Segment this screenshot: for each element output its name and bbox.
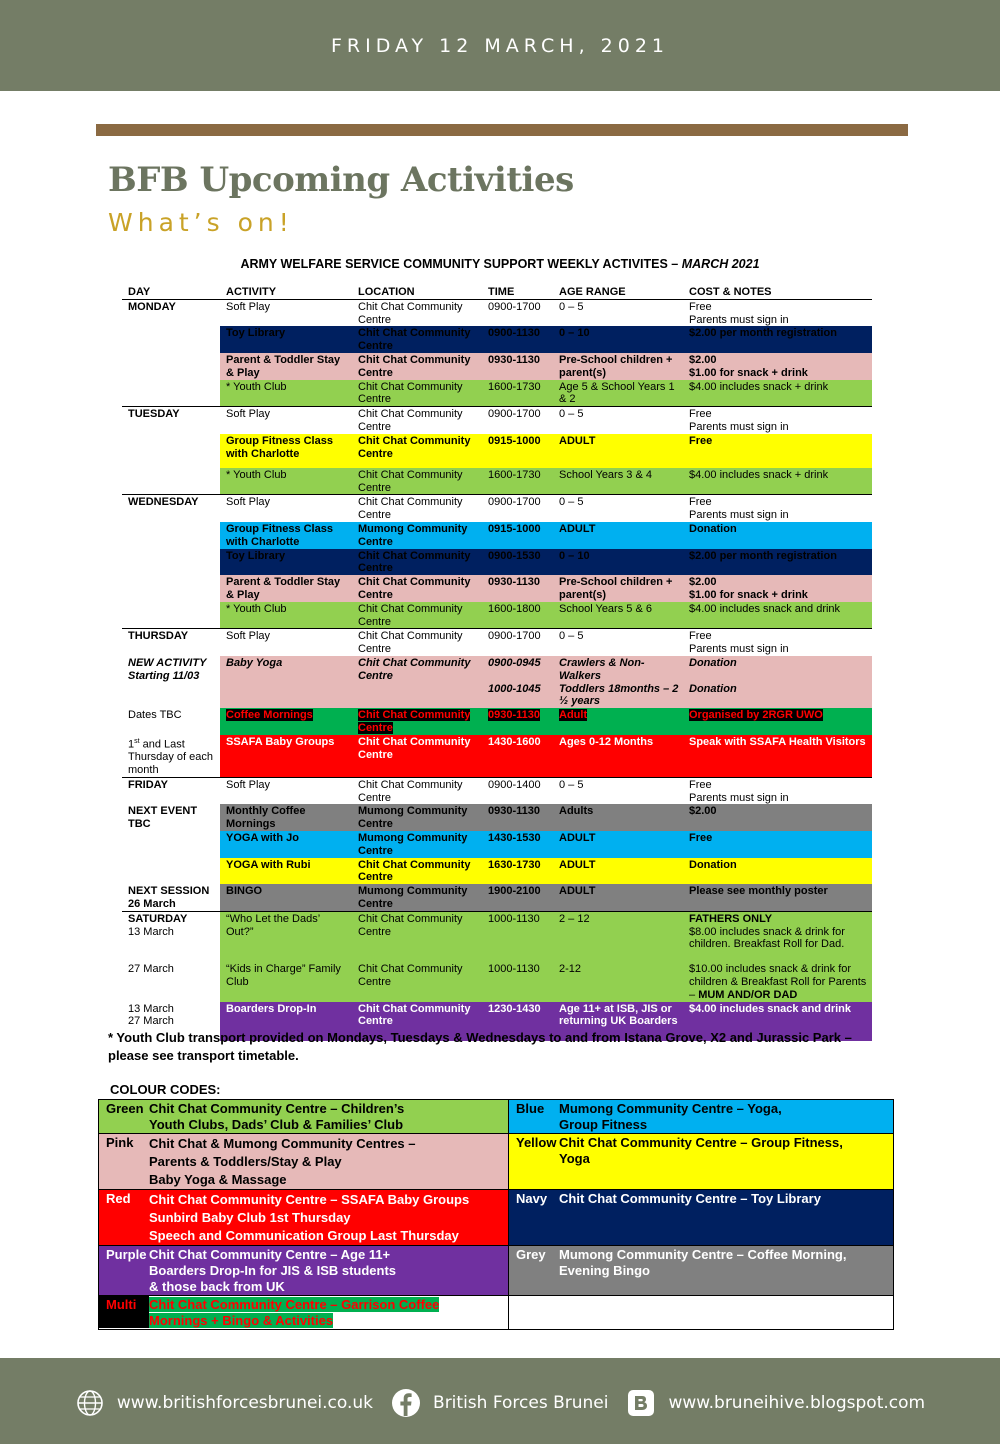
col-time: TIME — [482, 284, 553, 299]
cell-cost: Donation — [683, 522, 872, 549]
cell-activity: Baby Yoga — [220, 656, 352, 708]
facebook-icon — [391, 1388, 421, 1418]
colour-code-label: Purple — [106, 1247, 147, 1262]
cell-cost: $2.00 per month registration — [683, 549, 872, 576]
cell-cost: Free Parents must sign in — [683, 407, 872, 434]
cell-location: Chit Chat Community Centre — [352, 434, 482, 468]
cell-activity: * Youth Club — [220, 468, 352, 495]
cell-cost: $4.00 includes snack and drink — [683, 602, 872, 629]
transport-note: * Youth Club transport provided on Mondays, Tuesdays & Wednesdays to and from Istana Grove, X2 and Jurassic Park – please see transport timetable. — [108, 1030, 852, 1063]
col-location: LOCATION — [352, 284, 482, 299]
website-link[interactable] — [75, 1388, 373, 1418]
colour-code-label: Yellow — [516, 1135, 557, 1150]
colour-code-cell — [509, 1246, 894, 1296]
colour-code-label: Pink — [106, 1135, 134, 1150]
globe-icon — [75, 1388, 105, 1418]
col-cost: COST & NOTES — [683, 284, 872, 299]
cell-location: Chit Chat Community Centre — [352, 777, 482, 804]
table-row — [122, 468, 872, 495]
colour-code-label: Multi — [99, 1296, 149, 1328]
cell-location: Mumong Community Centre — [352, 804, 482, 831]
table-row — [122, 326, 872, 353]
cell-time: 0900-1700 — [482, 299, 553, 326]
cell-day — [122, 831, 220, 858]
cell-time: 0930-1130 — [482, 708, 553, 735]
schedule-header-row — [122, 284, 872, 299]
cell-location: Mumong Community Centre — [352, 884, 482, 911]
colour-code-text: Mumong Community Centre – Yoga, Group Fitness — [559, 1101, 782, 1132]
cell-activity: Soft Play — [220, 777, 352, 804]
cell-age: Adults — [553, 804, 683, 831]
top-banner — [0, 0, 1000, 91]
cell-time: 0930-1130 — [482, 804, 553, 831]
cell-cost: Free — [683, 831, 872, 858]
cell-age: 0 – 5 — [553, 407, 683, 434]
cell-location: Mumong Community Centre — [352, 831, 482, 858]
cell-location: Chit Chat Community Centre — [352, 575, 482, 602]
cell-cost: Free Parents must sign in — [683, 495, 872, 522]
cell-day: MONDAY — [122, 299, 220, 326]
cell-cost: Speak with SSAFA Health Visitors — [683, 735, 872, 778]
colour-code-row — [99, 1190, 894, 1246]
cell-activity: “Who Let the Dads’ Out?” — [220, 911, 352, 962]
colour-code-text: Chit Chat & Mumong Community Centres – Parents & Toddlers/Stay & Play Baby Yoga & Massage — [149, 1136, 416, 1187]
cell-location: Chit Chat Community Centre — [352, 299, 482, 326]
cell-age: 0 – 10 — [553, 549, 683, 576]
cell-time: 1430-1600 — [482, 735, 553, 778]
cell-time: 1600-1800 — [482, 602, 553, 629]
cell-day — [122, 434, 220, 468]
cell-location: Chit Chat Community Centre — [352, 326, 482, 353]
cell-time: 0900-1700 — [482, 495, 553, 522]
colour-code-label: Red — [106, 1191, 131, 1206]
table-row — [122, 299, 872, 326]
cell-age: ADULT — [553, 522, 683, 549]
cell-time: 0900-1530 — [482, 549, 553, 576]
cell-age: Pre-School children + parent(s) — [553, 575, 683, 602]
cell-age: ADULT — [553, 858, 683, 885]
blog-link[interactable] — [626, 1388, 925, 1418]
cell-activity: SSAFA Baby Groups — [220, 735, 352, 778]
cell-cost: $4.00 includes snack + drink — [683, 380, 872, 407]
page-title: BFB Upcoming Activities — [108, 160, 574, 200]
colour-code-text: Mumong Community Centre – Coffee Morning, Evening Bingo — [559, 1247, 847, 1278]
col-day: DAY — [122, 284, 220, 299]
cell-location: Chit Chat Community Centre — [352, 629, 482, 656]
cell-location: Chit Chat Community Centre — [352, 468, 482, 495]
blog-text: www.bruneihive.blogspot.com — [668, 1393, 926, 1413]
cell-location: Chit Chat Community Centre — [352, 708, 482, 735]
cell-age: 0 – 5 — [553, 299, 683, 326]
cell-day: THURSDAY — [122, 629, 220, 656]
table-row — [122, 434, 872, 468]
colour-code-text: Chit Chat Community Centre – Age 11+ Boarders Drop-In for JIS & ISB students & those back from UK — [149, 1247, 397, 1294]
issue-date: FRIDAY 12 MARCH, 2021 — [330, 35, 670, 57]
colour-code-label: Blue — [516, 1101, 545, 1116]
table-row — [122, 777, 872, 804]
cell-time: 1430-1530 — [482, 831, 553, 858]
cell-location: Chit Chat Community Centre — [352, 1002, 482, 1041]
colour-code-label: Grey — [516, 1247, 546, 1262]
table-row — [122, 495, 872, 522]
cell-time: 0900-0945 1000-1045 — [482, 656, 553, 708]
table-row — [122, 549, 872, 576]
table-row — [122, 656, 872, 708]
table-row — [122, 831, 872, 858]
cell-time: 0915-1000 — [482, 434, 553, 468]
cell-location: Chit Chat Community Centre — [352, 549, 482, 576]
cell-cost: $4.00 includes snack and drink — [683, 1002, 872, 1041]
cell-day — [122, 522, 220, 549]
colour-codes-title: COLOUR CODES: — [110, 1082, 221, 1097]
table-row — [122, 629, 872, 656]
cell-day: NEXT SESSION 26 March — [122, 884, 220, 911]
cell-age: School Years 5 & 6 — [553, 602, 683, 629]
table-row — [122, 380, 872, 407]
colour-codes-table — [98, 1099, 894, 1330]
cell-age: 0 – 5 — [553, 495, 683, 522]
cell-time: 0930-1130 — [482, 353, 553, 380]
colour-code-cell — [99, 1296, 509, 1330]
table-row — [122, 575, 872, 602]
colour-code-cell — [509, 1134, 894, 1190]
cell-age: 0 – 5 — [553, 629, 683, 656]
cell-day — [122, 549, 220, 576]
cell-age: 2-12 — [553, 962, 683, 1001]
cell-location: Chit Chat Community Centre — [352, 962, 482, 1001]
cell-age: 0 – 10 — [553, 326, 683, 353]
cell-age: Age 5 & School Years 1 & 2 — [553, 380, 683, 407]
cell-activity: Soft Play — [220, 629, 352, 656]
cell-time: 1000-1130 — [482, 962, 553, 1001]
colour-code-cell — [99, 1246, 509, 1296]
cell-cost: FATHERS ONLY $8.00 includes snack & drink for children. Breakfast Roll for Dad. — [683, 911, 872, 962]
cell-time: 0900-1700 — [482, 629, 553, 656]
cell-day: NEXT EVENT TBC — [122, 804, 220, 831]
cell-time: 0900-1130 — [482, 326, 553, 353]
cell-activity: YOGA with Rubi — [220, 858, 352, 885]
cell-day — [122, 575, 220, 602]
cell-day: TUESDAY — [122, 407, 220, 434]
colour-code-cell — [99, 1190, 509, 1246]
cell-activity: Parent & Toddler Stay & Play — [220, 353, 352, 380]
cell-age: Ages 0-12 Months — [553, 735, 683, 778]
cell-activity: Soft Play — [220, 407, 352, 434]
cell-activity: * Youth Club — [220, 602, 352, 629]
cell-age: Pre-School children + parent(s) — [553, 353, 683, 380]
cell-day: WEDNESDAY — [122, 495, 220, 522]
cell-activity: BINGO — [220, 884, 352, 911]
website-text: www.britishforcesbrunei.co.uk — [116, 1393, 374, 1413]
table-row — [122, 858, 872, 885]
colour-code-text: Chit Chat Community Centre – Toy Library — [559, 1191, 821, 1206]
cell-day — [122, 353, 220, 380]
cell-day: NEW ACTIVITY Starting 11/03 — [122, 656, 220, 708]
cell-cost: Free Parents must sign in — [683, 629, 872, 656]
page-subtitle: What’s on! — [108, 208, 294, 237]
cell-cost: Donation — [683, 858, 872, 885]
cell-location: Chit Chat Community Centre — [352, 911, 482, 962]
schedule-title-month: MARCH 2021 — [681, 257, 760, 271]
colour-code-label: Navy — [516, 1191, 548, 1206]
cell-time: 1000-1130 — [482, 911, 553, 962]
cell-activity: Toy Library — [220, 326, 352, 353]
cell-age: 0 – 5 — [553, 777, 683, 804]
cell-location: Chit Chat Community Centre — [352, 735, 482, 778]
cell-time: 0900-1400 — [482, 777, 553, 804]
colour-code-cell — [509, 1296, 894, 1330]
cell-cost: $2.00 — [683, 804, 872, 831]
cell-cost: Please see monthly poster — [683, 884, 872, 911]
cell-activity: “Kids in Charge” Family Club — [220, 962, 352, 1001]
cell-cost: Free Parents must sign in — [683, 299, 872, 326]
cell-time: 1230-1430 — [482, 1002, 553, 1041]
cell-day — [122, 858, 220, 885]
divider-bar — [96, 124, 908, 136]
cell-location: Chit Chat Community Centre — [352, 380, 482, 407]
table-row — [122, 804, 872, 831]
cell-cost: Free Parents must sign in — [683, 777, 872, 804]
cell-location: Chit Chat Community Centre — [352, 495, 482, 522]
colour-code-label: Green — [106, 1101, 144, 1116]
cell-activity: Parent & Toddler Stay & Play — [220, 575, 352, 602]
cell-day — [122, 602, 220, 629]
table-row — [122, 708, 872, 735]
cell-day — [122, 380, 220, 407]
cell-day: Dates TBC — [122, 708, 220, 735]
cell-activity: Coffee Mornings — [220, 708, 352, 735]
cell-activity: Soft Play — [220, 299, 352, 326]
cell-day: 27 March — [122, 962, 220, 1001]
cell-age: School Years 3 & 4 — [553, 468, 683, 495]
cell-time: 0915-1000 — [482, 522, 553, 549]
table-row — [122, 602, 872, 629]
cell-time: 0930-1130 — [482, 575, 553, 602]
colour-code-cell — [99, 1134, 509, 1190]
colour-code-row — [99, 1296, 894, 1330]
cell-activity: Group Fitness Class with Charlotte — [220, 522, 352, 549]
cell-time: 1600-1730 — [482, 380, 553, 407]
cell-activity: Soft Play — [220, 495, 352, 522]
cell-age: Adult — [553, 708, 683, 735]
cell-day: FRIDAY — [122, 777, 220, 804]
table-row — [122, 911, 872, 962]
cell-location: Mumong Community Centre — [352, 522, 482, 549]
cell-time: 1900-2100 — [482, 884, 553, 911]
cell-cost: $2.00 per month registration — [683, 326, 872, 353]
colour-code-text: Chit Chat Community Centre – SSAFA Baby Groups Sunbird Baby Club 1st Thursday Speech and Communication Group Last Thursday — [149, 1192, 470, 1243]
cell-time: 1600-1730 — [482, 468, 553, 495]
schedule-title — [120, 257, 880, 271]
cell-location: Chit Chat Community Centre — [352, 858, 482, 885]
cell-age: ADULT — [553, 434, 683, 468]
cell-location: Chit Chat Community Centre — [352, 407, 482, 434]
schedule-table — [122, 284, 872, 1041]
colour-code-row — [99, 1246, 894, 1296]
cell-location: Chit Chat Community Centre — [352, 353, 482, 380]
cell-age: ADULT — [553, 831, 683, 858]
table-row — [122, 884, 872, 911]
cell-activity: Boarders Drop-In — [220, 1002, 352, 1041]
cell-age: 2 – 12 — [553, 911, 683, 962]
cell-day: SATURDAY 13 March — [122, 911, 220, 962]
colour-code-text: Chit Chat Community Centre – Garrison Coffee Mornings + Bingo & Activities — [149, 1297, 440, 1328]
table-row — [122, 353, 872, 380]
cell-activity: Toy Library — [220, 549, 352, 576]
cell-cost: $2.00 $1.00 for snack + drink — [683, 575, 872, 602]
table-row — [122, 522, 872, 549]
facebook-text: British Forces Brunei — [433, 1393, 609, 1413]
cell-cost: $2.00 $1.00 for snack + drink — [683, 353, 872, 380]
facebook-link[interactable] — [391, 1388, 608, 1418]
colour-code-cell — [99, 1100, 509, 1134]
col-activity: ACTIVITY — [220, 284, 352, 299]
blogger-icon — [626, 1388, 656, 1418]
cell-day: 13 March 27 March — [122, 1002, 220, 1041]
cell-activity: YOGA with Jo — [220, 831, 352, 858]
cell-location: Chit Chat Community Centre — [352, 602, 482, 629]
cell-age: Crawlers & Non-Walkers Toddlers 18months – 2 ½ years — [553, 656, 683, 708]
colour-code-row — [99, 1100, 894, 1134]
cell-cost: $10.00 includes snack & drink for children & Breakfast Roll for Parents – MUM AND/OR DAD — [683, 962, 872, 1001]
footer-links — [0, 1388, 1000, 1418]
cell-time: 0900-1700 — [482, 407, 553, 434]
colour-code-row — [99, 1134, 894, 1190]
schedule-title-text: ARMY WELFARE SERVICE COMMUNITY SUPPORT WEEKLY ACTIVITES – — [240, 257, 682, 271]
cell-time: 1630-1730 — [482, 858, 553, 885]
cell-cost: Organised by 2RGR UWO — [683, 708, 872, 735]
table-row — [122, 407, 872, 434]
cell-day — [122, 326, 220, 353]
cell-location: Chit Chat Community Centre — [352, 656, 482, 708]
cell-cost: $4.00 includes snack + drink — [683, 468, 872, 495]
colour-code-text: Chit Chat Community Centre – Group Fitness, Yoga — [559, 1135, 843, 1166]
cell-age: ADULT — [553, 884, 683, 911]
cell-activity: Monthly Coffee Mornings — [220, 804, 352, 831]
col-age: AGE RANGE — [553, 284, 683, 299]
table-row — [122, 735, 872, 778]
cell-activity: Group Fitness Class with Charlotte — [220, 434, 352, 468]
cell-day — [122, 468, 220, 495]
colour-code-text: Chit Chat Community Centre – Children’s Youth Clubs, Dads’ Club & Families’ Club — [149, 1101, 405, 1132]
cell-cost: Donation Donation — [683, 656, 872, 708]
cell-day: 1st and Last Thursday of each month — [122, 735, 220, 778]
cell-cost: Free — [683, 434, 872, 468]
cell-age: Age 11+ at ISB, JIS or returning UK Boarders — [553, 1002, 683, 1041]
colour-code-cell — [509, 1100, 894, 1134]
table-row — [122, 962, 872, 1001]
cell-activity: * Youth Club — [220, 380, 352, 407]
colour-code-cell — [509, 1190, 894, 1246]
